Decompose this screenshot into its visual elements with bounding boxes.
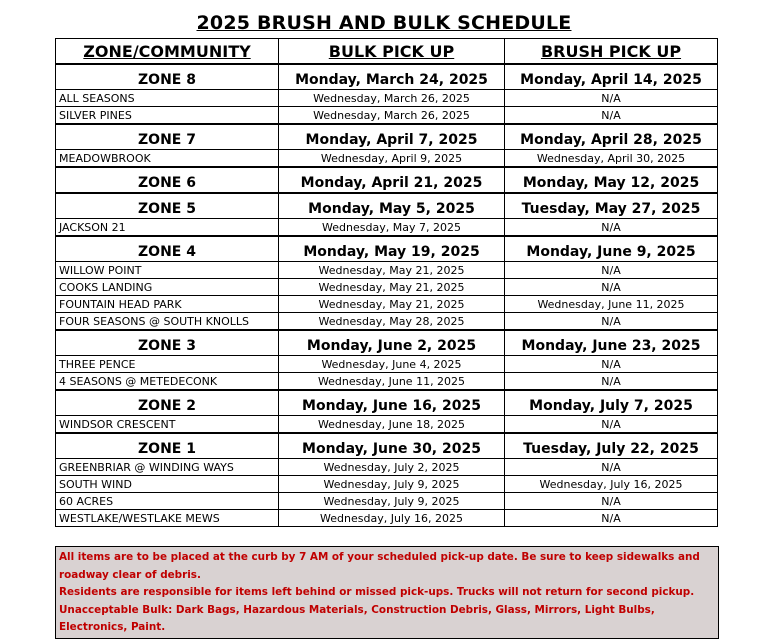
community-brush-date: N/A [505,373,718,391]
community-row [56,107,718,125]
notes-box [55,546,719,639]
community-brush-date: Wednesday, June 11, 2025 [505,296,718,313]
zone-row [56,330,718,356]
community-brush-date: N/A [505,416,718,434]
community-name: ALL SEASONS [56,90,279,107]
community-name: SOUTH WIND [56,476,279,493]
community-bulk-date: Wednesday, April 9, 2025 [279,150,505,168]
zone-row [56,390,718,416]
header-zone-community: ZONE/COMMUNITY [56,39,279,65]
community-bulk-date: Wednesday, July 9, 2025 [279,476,505,493]
community-bulk-date: Wednesday, May 28, 2025 [279,313,505,331]
zone-bulk-date: Monday, June 2, 2025 [279,330,505,356]
zone-brush-date: Monday, June 23, 2025 [505,330,718,356]
note-line: Residents are responsible for items left behind or missed pick-ups. Trucks will not return for second pickup. [59,586,695,599]
zone-row [56,236,718,262]
schedule-body [56,64,718,527]
zone-brush-date: Monday, July 7, 2025 [505,390,718,416]
zone-row [56,167,718,193]
note-line: Electronics, Paint. [59,621,166,634]
zone-name: ZONE 1 [56,433,279,459]
zone-brush-date: Monday, May 12, 2025 [505,167,718,193]
community-name: 4 SEASONS @ METEDECONK [56,373,279,391]
community-brush-date: Wednesday, April 30, 2025 [505,150,718,168]
zone-brush-date: Monday, April 14, 2025 [505,64,718,90]
zone-name: ZONE 8 [56,64,279,90]
zone-name: ZONE 6 [56,167,279,193]
community-name: WESTLAKE/WESTLAKE MEWS [56,510,279,527]
community-brush-date: N/A [505,510,718,527]
zone-name: ZONE 4 [56,236,279,262]
community-row [56,416,718,434]
community-row [56,150,718,168]
community-brush-date: N/A [505,279,718,296]
zone-name: ZONE 2 [56,390,279,416]
community-bulk-date: Wednesday, May 21, 2025 [279,279,505,296]
community-bulk-date: Wednesday, May 7, 2025 [279,219,505,237]
community-row [56,90,718,107]
community-name: WILLOW POINT [56,262,279,279]
zone-brush-date: Tuesday, May 27, 2025 [505,193,718,219]
community-brush-date: Wednesday, July 16, 2025 [505,476,718,493]
zone-bulk-date: Monday, March 24, 2025 [279,64,505,90]
note-line: Unacceptable Bulk: Dark Bags, Hazardous Materials, Construction Debris, Glass, Mirrors, Light Bulbs, [59,603,655,616]
note-line: All items are to be placed at the curb by 7 AM of your scheduled pick-up date. Be sure to keep sidewalks and [59,551,700,563]
community-bulk-date: Wednesday, July 9, 2025 [279,493,505,510]
community-bulk-date: Wednesday, March 26, 2025 [279,107,505,125]
community-name: FOUNTAIN HEAD PARK [56,296,279,313]
zone-row [56,433,718,459]
community-row [56,279,718,296]
community-name: WINDSOR CRESCENT [56,416,279,434]
zone-bulk-date: Monday, May 19, 2025 [279,236,505,262]
community-brush-date: N/A [505,219,718,237]
community-name: GREENBRIAR @ WINDING WAYS [56,459,279,476]
community-brush-date: N/A [505,90,718,107]
header-row [56,39,718,65]
zone-brush-date: Monday, April 28, 2025 [505,124,718,150]
zone-brush-date: Tuesday, July 22, 2025 [505,433,718,459]
community-name: MEADOWBROOK [56,150,279,168]
zone-name: ZONE 3 [56,330,279,356]
community-bulk-date: Wednesday, June 18, 2025 [279,416,505,434]
community-row [56,459,718,476]
community-brush-date: N/A [505,459,718,476]
page-title: 2025 BRUSH AND BULK SCHEDULE [196,12,572,34]
community-row [56,493,718,510]
community-brush-date: N/A [505,313,718,331]
community-brush-date: N/A [505,262,718,279]
zone-name: ZONE 5 [56,193,279,219]
community-name: JACKSON 21 [56,219,279,237]
community-bulk-date: Wednesday, May 21, 2025 [279,262,505,279]
community-name: 60 ACRES [56,493,279,510]
community-bulk-date: Wednesday, March 26, 2025 [279,90,505,107]
zone-bulk-date: Monday, May 5, 2025 [279,193,505,219]
community-name: COOKS LANDING [56,279,279,296]
community-name: FOUR SEASONS @ SOUTH KNOLLS [56,313,279,331]
community-brush-date: N/A [505,356,718,373]
community-row [56,476,718,493]
community-bulk-date: Wednesday, July 2, 2025 [279,459,505,476]
schedule-table [55,38,718,527]
zone-brush-date: Monday, June 9, 2025 [505,236,718,262]
zone-bulk-date: Monday, June 30, 2025 [279,433,505,459]
community-row [56,373,718,391]
community-row [56,262,718,279]
community-row [56,356,718,373]
community-brush-date: N/A [505,493,718,510]
community-row [56,219,718,237]
zone-bulk-date: Monday, June 16, 2025 [279,390,505,416]
zone-bulk-date: Monday, April 7, 2025 [279,124,505,150]
note-line: roadway clear of debris. [59,568,201,581]
community-brush-date: N/A [505,107,718,125]
community-bulk-date: Wednesday, May 21, 2025 [279,296,505,313]
zone-name: ZONE 7 [56,124,279,150]
zone-row [56,64,718,90]
header-bulk-pickup: BULK PICK UP [279,39,505,65]
community-row [56,313,718,331]
header-brush-pickup: BRUSH PICK UP [505,39,718,65]
community-bulk-date: Wednesday, July 16, 2025 [279,510,505,527]
zone-row [56,124,718,150]
zone-row [56,193,718,219]
community-row [56,296,718,313]
community-name: THREE PENCE [56,356,279,373]
zone-bulk-date: Monday, April 21, 2025 [279,167,505,193]
community-bulk-date: Wednesday, June 11, 2025 [279,373,505,391]
community-name: SILVER PINES [56,107,279,125]
community-bulk-date: Wednesday, June 4, 2025 [279,356,505,373]
community-row [56,510,718,527]
